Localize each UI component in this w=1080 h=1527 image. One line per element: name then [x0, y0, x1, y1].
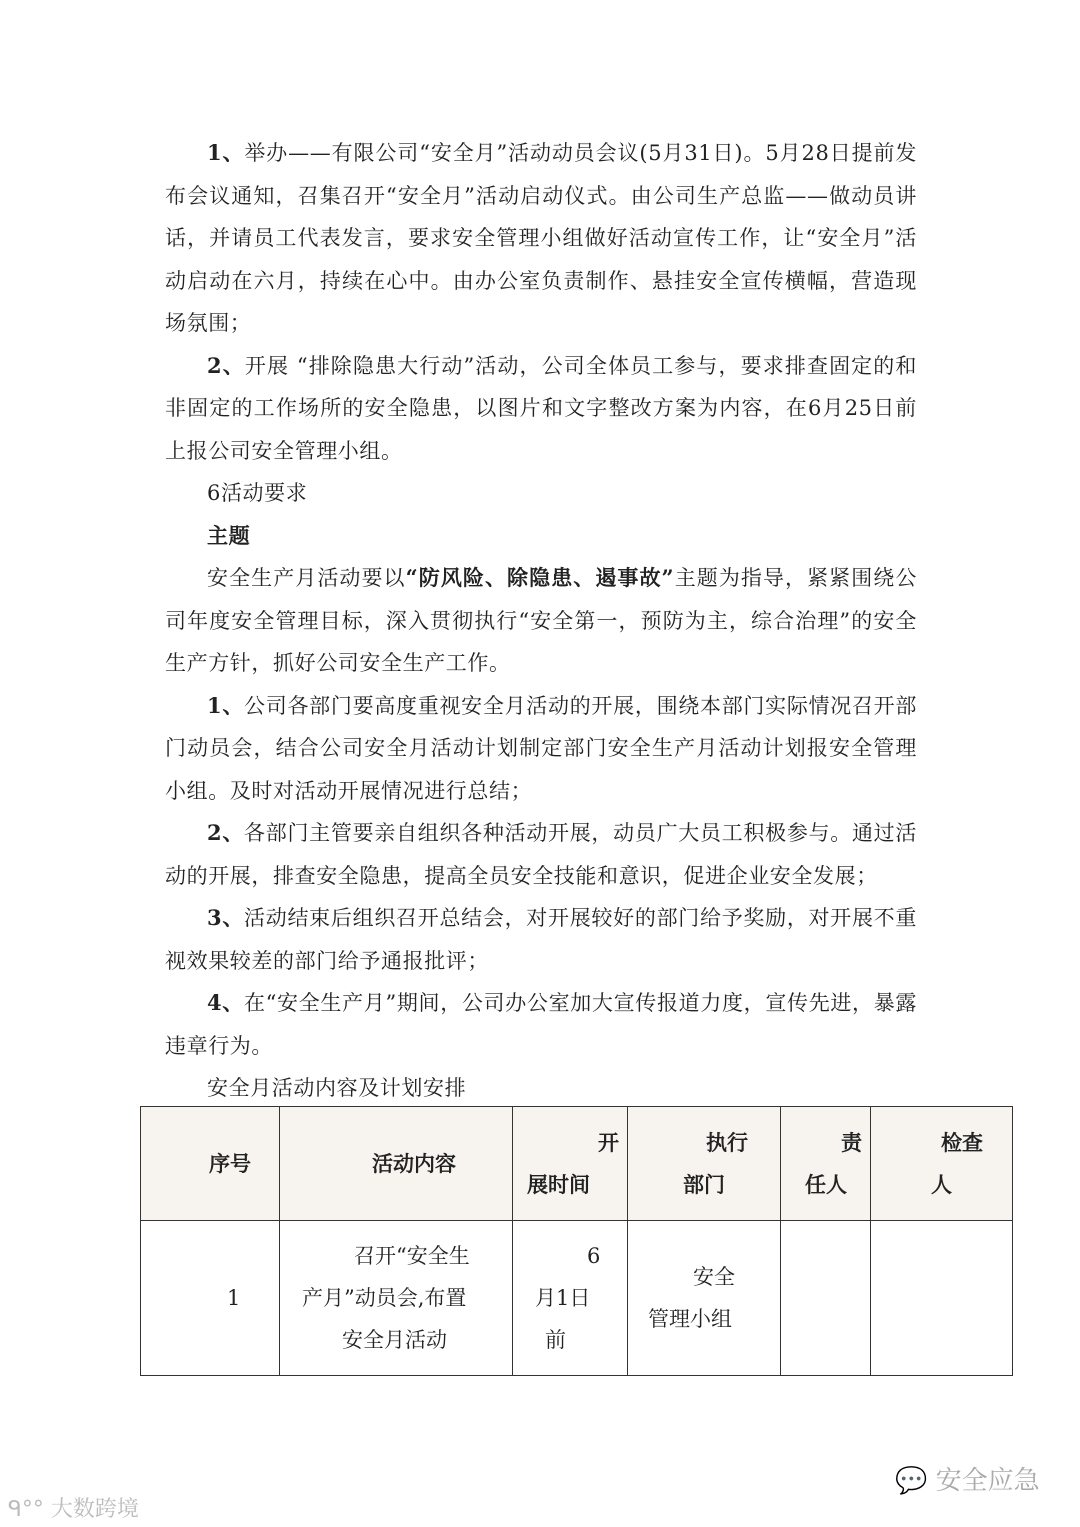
- requirement-4: [165, 982, 917, 1067]
- paragraph-2: [165, 345, 917, 473]
- plan-table: [140, 1106, 1013, 1376]
- text: 活动结束后组织召开总结会，对开展较好的部门给予奖励，对开展不重视效果较差的部门给予通报批评；: [165, 906, 917, 973]
- cell-owner: [781, 1221, 871, 1376]
- header-checker: 检查 人: [871, 1107, 1013, 1221]
- item-number: 1、: [207, 140, 245, 165]
- text: 主题为指导，紧紧围绕公司年度安全管理目标，深入贯彻执行“安全第一，预防为主，综合治理”的安全生产方针，抓好公司安全生产工作。: [165, 566, 917, 675]
- table-caption: 安全月活动内容及计划安排: [207, 1076, 467, 1100]
- text: 公司各部门要高度重视安全月活动的开展，围绕本部门实际情况召开部门动员会，结合公司安全月活动计划制定部门安全生产月活动计划报安全管理小组。及时对活动开展情况进行总结；: [165, 693, 917, 803]
- theme-paragraph: [165, 557, 917, 685]
- cell-checker: [871, 1221, 1013, 1376]
- section-heading: 6活动要求: [207, 481, 308, 505]
- requirement-1: [165, 685, 917, 813]
- item-number: 3、: [207, 905, 245, 930]
- requirement-3: [165, 897, 917, 982]
- wechat-icon: 💬: [895, 1466, 928, 1496]
- cell-time: 6 月1日 前: [513, 1221, 628, 1376]
- cell-content: 召开“安全生 产月”动员会,布置 安全月活动: [280, 1221, 513, 1376]
- theme-heading: [165, 515, 917, 558]
- text: 安全生产月活动要以: [207, 566, 406, 590]
- logo-icon: ᑫ°°: [8, 1497, 44, 1522]
- item-number: 2、: [207, 352, 245, 378]
- header-time: 开 展时间: [513, 1107, 628, 1221]
- watermark-left: ᑫ°° 大数跨境: [8, 1497, 139, 1522]
- text: 各部门主管要亲自组织各种活动开展，动员广大员工积极参与。通过活动的开展，排查安全隐患，提高全员安全技能和意识，促进企业安全发展；: [165, 821, 917, 888]
- cell-no: 1: [141, 1221, 280, 1376]
- requirement-2: [165, 812, 917, 897]
- table-header-row: [141, 1107, 1013, 1221]
- paragraph-1: [165, 132, 917, 345]
- paragraph-text: 举办——有限公司“安全月”活动动员会议(5月31日)。5月28日提前发布会议通知，召集召开“安全月”活动启动仪式。由公司生产总监——做动员讲话，并请员工代表发言，要求安全管理小组做好活动宣传工作，让“安全月”活动启动在六月，持续在心中。由办公室负责制作、悬挂安全宣传横幅，营造现场氛围；: [165, 141, 917, 335]
- header-content: 活动内容: [280, 1107, 513, 1221]
- header-owner: 责 任人: [781, 1107, 871, 1221]
- text: 在“安全生产月”期间，公司办公室加大宣传报道力度，宣传先进，暴露违章行为。: [165, 991, 918, 1058]
- header-no: 序号: [141, 1107, 280, 1221]
- item-number: 1、: [207, 692, 245, 718]
- theme-label: 主题: [207, 522, 251, 548]
- theme-slogan: “防风险、除隐患、遏事故”: [405, 565, 675, 590]
- table-row: [141, 1221, 1013, 1376]
- cell-dept: 安全 管理小组: [628, 1221, 781, 1376]
- paragraph-text: 开展 “排除隐患大行动”活动，公司全体员工参与，要求排查固定的和非固定的工作场所的安全隐患，以图片和文字整改方案为内容，在6月25日前上报公司安全管理小组。: [165, 353, 917, 463]
- watermark-right: 💬 安全应急: [895, 1466, 1040, 1496]
- document-body: [165, 132, 917, 1110]
- item-number: 4、: [207, 990, 244, 1015]
- item-number: 2、: [207, 820, 245, 845]
- header-dept: 执行 部门: [628, 1107, 781, 1221]
